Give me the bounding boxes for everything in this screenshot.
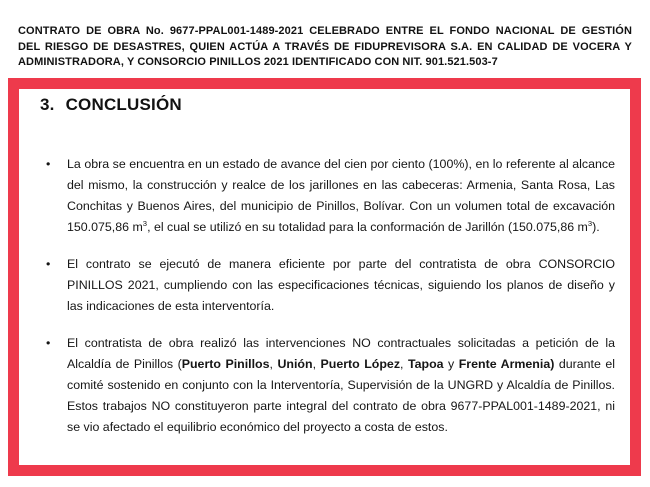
bullet-marker: • (46, 157, 51, 171)
bold-text-segment: Puerto Pinillos (181, 357, 270, 371)
section-title-text: CONCLUSIÓN (65, 95, 182, 114)
superscript-segment: 3 (587, 218, 593, 228)
bullet-item-1 (40, 154, 615, 238)
text-segment: , (312, 357, 321, 371)
section-number: 3. (40, 95, 55, 114)
bold-text-segment: Frente Armenia) (458, 357, 555, 371)
contract-header-line-1: CONTRATO DE OBRA No. 9677-PPAL001-1489-2021 CELEBRADO ENTRE EL FONDO NACIONAL DE GESTIÓN (18, 25, 632, 37)
superscript-segment: 3 (142, 218, 148, 228)
bullet-item-2 (40, 254, 615, 317)
bullet-item-3 (40, 333, 615, 438)
bullet-text-3 (67, 333, 615, 438)
contract-header-line-3: ADMINISTRADORA, Y CONSORCIO PINILLOS 2021 IDENTIFICADO CON NIT. 901.521.503-7 (18, 56, 498, 68)
text-segment: ). (592, 220, 600, 234)
bold-text-segment: Puerto López (320, 357, 401, 371)
text-segment: , (400, 357, 408, 371)
highlight-frame (8, 78, 641, 476)
bold-text-segment: Tapoa (407, 357, 444, 371)
conclusion-section (19, 89, 630, 438)
text-segment: La obra se encuentra en un estado de avance del cien por ciento (100%), en lo referente al alcance del mismo, la construcción y realce de los jarillones en las cabeceras: Armenia, Santa Rosa, Las Conchitas y Buenos Aires, del municipio de Pinillos, Bolívar. Con un volumen total de excavación 150.075,86 m (67, 157, 615, 234)
bold-text-segment: Unión (277, 357, 313, 371)
text-segment: , el cual se utilizó en su totalidad para la conformación de Jarillón (150.075,86 m (147, 220, 588, 234)
section-title (40, 94, 615, 116)
bullet-text-2 (67, 254, 615, 317)
text-segment: , (269, 357, 278, 371)
bullet-list (40, 154, 615, 438)
text-segment: El contratista de obra realizó las intervenciones NO contractuales solicitadas a petición de la Alcaldía de Pinillos ( (67, 336, 615, 371)
text-segment: durante el comité sostenido en conjunto con la Interventoría, Supervisión de la UNGRD y Alcaldía de Pinillos. Estos trabajos NO constituyeron parte integral del contrato de obra 9677-PPAL001-1489-2021, ni se vio afectado el equilibrio económico del proyecto a costa de estos. (67, 357, 615, 434)
bullet-marker: • (46, 336, 51, 350)
contract-header-line-2: DEL RIESGO DE DESASTRES, QUIEN ACTÚA A TRAVÉS DE FIDUPREVISORA S.A. EN CALIDAD DE VOCERA Y (18, 40, 632, 53)
text-segment: El contrato se ejecutó de manera eficiente por parte del contratista de obra CONSORCIO PINILLOS 2021, cumpliendo con las especificaciones técnicas, siguiendo los planos de diseño y las indicaciones de esta interventoría. (67, 257, 615, 313)
bullet-marker: • (46, 257, 51, 271)
contract-header (18, 24, 632, 71)
text-segment: y (443, 357, 459, 371)
bullet-text-1 (67, 154, 615, 238)
